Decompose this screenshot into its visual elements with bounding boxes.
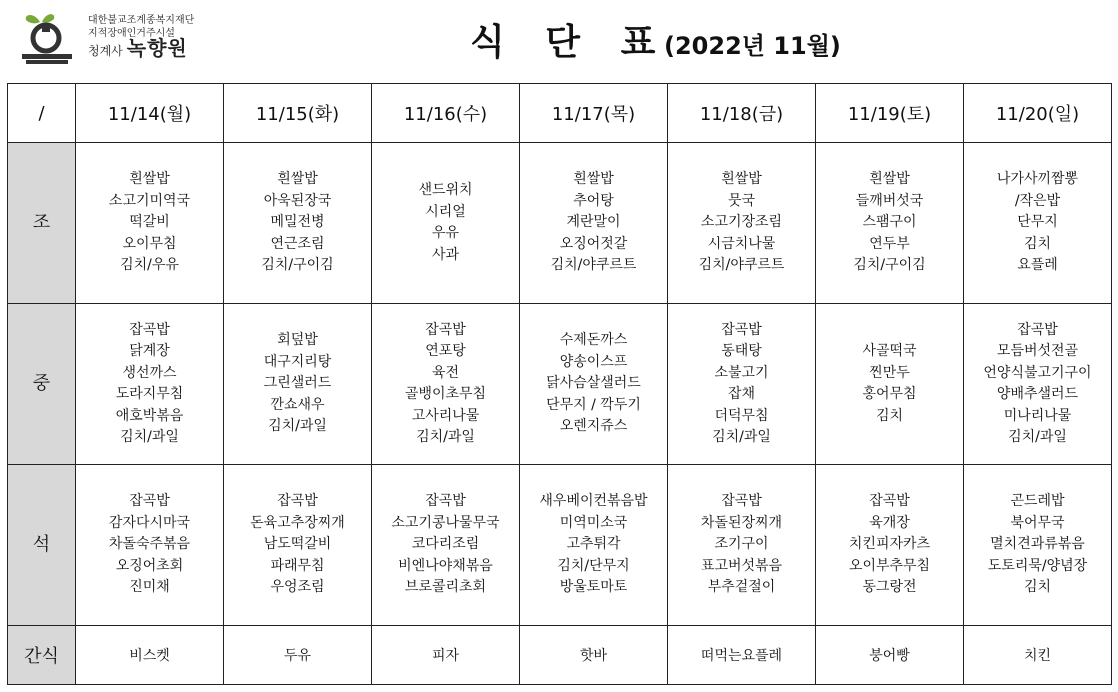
menu-cell	[520, 143, 668, 304]
menu-item: 골뱅이초무침	[404, 386, 487, 402]
menu-item: 김치	[875, 407, 904, 424]
menu-item: 잡곡밥	[721, 321, 762, 338]
menu-cell	[520, 304, 668, 465]
menu-item: 감자다시마국	[108, 514, 191, 531]
menu-item: 남도떡갈비	[263, 536, 332, 553]
menu-item: 흰쌀밥	[573, 171, 614, 188]
menu-item: 닭사슴살샐러드	[546, 375, 641, 392]
menu-item: 연포탕	[425, 343, 466, 359]
org-brand: 녹향원	[126, 36, 188, 60]
menu-item: 진미채	[129, 579, 170, 596]
menu-item: 우유	[431, 225, 460, 241]
menu-item: 잡곡밥	[1017, 321, 1058, 338]
menu-item: 시금치나물	[707, 235, 776, 252]
menu-cell	[76, 304, 224, 465]
menu-cell	[520, 626, 668, 685]
menu-item: 동그랑전	[862, 579, 917, 596]
menu-item: 소고기장조림	[700, 214, 783, 231]
menu-item: 잡곡밥	[425, 493, 466, 510]
snack-row	[8, 626, 1112, 685]
menu-item: 단무지 / 깍두기	[546, 396, 641, 413]
menu-item: 대구지리탕	[263, 353, 332, 370]
org-line-1: 대한불교조계종복지재단	[88, 15, 195, 26]
organization-name	[88, 14, 194, 58]
logo-icon	[18, 10, 78, 66]
menu-item: 김치/야쿠르트	[698, 257, 785, 274]
menu-item: 김치/야쿠르트	[550, 257, 637, 274]
dinner-row	[8, 465, 1112, 626]
menu-item: 연근조림	[270, 235, 325, 252]
menu-item: 들깨버섯국	[855, 192, 924, 209]
menu-item: 소불고기	[714, 364, 769, 381]
menu-item: 김치	[1023, 579, 1052, 596]
menu-item: 오징어초회	[115, 557, 184, 574]
menu-cell	[224, 143, 372, 304]
menu-item: 김치/과일	[1008, 429, 1067, 445]
menu-item: 더덕무침	[714, 407, 769, 424]
menu-item: 방울토마토	[559, 579, 628, 596]
menu-item: 흰쌀밥	[721, 171, 762, 188]
menu-item: 김치/과일	[268, 418, 327, 435]
menu-item: 계란말이	[566, 214, 621, 231]
menu-cell	[816, 304, 964, 465]
menu-item: 샌드위치	[418, 182, 473, 198]
menu-item: 추어탕	[573, 192, 614, 209]
menu-item: 붕어빵	[869, 648, 910, 664]
menu-cell	[668, 304, 816, 465]
menu-item: 잡곡밥	[129, 321, 170, 338]
menu-item: 모듬버섯전골	[996, 343, 1079, 359]
menu-item: 멸치견과류볶음	[990, 536, 1085, 553]
menu-cell	[964, 143, 1112, 304]
menu-item: 잡곡밥	[129, 493, 170, 510]
menu-item: 김치/과일	[120, 429, 179, 445]
menu-cell	[372, 304, 520, 465]
menu-cell	[76, 143, 224, 304]
meal-label: 중	[8, 304, 76, 465]
menu-item: 우엉조림	[270, 579, 325, 596]
menu-cell	[816, 143, 964, 304]
menu-item: 오징어젓갈	[559, 235, 628, 252]
menu-item: 떠먹는요플레	[700, 648, 783, 664]
menu-item: 깐쇼새우	[270, 396, 325, 413]
menu-item: 김치/과일	[416, 429, 475, 445]
menu-item: 홍어무침	[862, 386, 917, 402]
menu-item: 코다리조림	[411, 536, 480, 553]
menu-item: 곤드레밥	[1010, 493, 1065, 510]
day-header: 11/15(화)	[224, 84, 372, 143]
menu-item: 치킨	[1023, 648, 1052, 664]
menu-item: 김치	[1023, 235, 1052, 252]
menu-item: 미나리나물	[1003, 407, 1072, 424]
org-prefix: 청계사	[88, 44, 123, 58]
corner-cell: /	[8, 84, 76, 143]
menu-item: 닭계장	[129, 343, 170, 359]
day-header: 11/19(토)	[816, 84, 964, 143]
menu-cell	[520, 465, 668, 626]
menu-cell	[668, 465, 816, 626]
menu-cell	[964, 626, 1112, 685]
menu-item: 흰쌀밥	[277, 171, 318, 188]
menu-item: 브로콜리초회	[404, 579, 487, 596]
menu-item: 사과	[431, 246, 460, 263]
menu-item: 소고기미역국	[108, 192, 191, 209]
menu-item: 나가사끼짬뽕	[996, 171, 1079, 188]
menu-item: 스팸구이	[862, 214, 917, 231]
menu-item: 언양식불고기구이	[983, 364, 1092, 381]
page-header	[0, 0, 1118, 80]
menu-item: 그린샐러드	[263, 375, 332, 392]
day-header: 11/14(월)	[76, 84, 224, 143]
menu-item: 육개장	[869, 514, 910, 531]
menu-item: 메밀전병	[270, 214, 325, 231]
menu-cell	[668, 143, 816, 304]
menu-table	[7, 83, 1112, 685]
menu-cell	[76, 465, 224, 626]
meal-label: 간식	[8, 626, 76, 685]
menu-item: 돈육고추장찌개	[250, 514, 345, 531]
menu-item: 양배추샐러드	[996, 386, 1079, 402]
menu-item: 북어무국	[1010, 514, 1065, 531]
menu-item: 고추튀각	[566, 536, 621, 553]
menu-item: 도토리묵/양념장	[987, 557, 1088, 574]
menu-item: 소고기콩나물무국	[391, 514, 500, 531]
menu-item: 떡갈비	[129, 214, 170, 231]
menu-cell	[372, 626, 520, 685]
menu-item: 두유	[283, 648, 312, 664]
menu-item: 잡곡밥	[721, 493, 762, 510]
org-line-2: 지적장애인거주시설	[88, 28, 175, 39]
menu-item: 김치/단무지	[557, 557, 630, 574]
menu-item: 연두부	[869, 235, 910, 252]
menu-item: 미역미소국	[559, 514, 628, 531]
menu-item: 육전	[431, 364, 460, 381]
menu-item: 파래무침	[270, 557, 325, 574]
page-title: 식 단 표	[470, 22, 670, 63]
menu-item: 사골떡국	[862, 343, 917, 359]
menu-item: 오이부추무침	[848, 557, 931, 574]
menu-item: 잡채	[727, 386, 756, 402]
menu-item: 애호박볶음	[115, 407, 184, 424]
menu-item: 찐만두	[869, 364, 910, 381]
menu-item: 치킨피자카츠	[848, 536, 931, 553]
day-header: 11/20(일)	[964, 84, 1112, 143]
menu-item: 새우베이컨볶음밥	[539, 493, 648, 510]
menu-item: 비스켓	[129, 648, 170, 664]
meal-label: 석	[8, 465, 76, 626]
menu-item: 회덮밥	[277, 332, 318, 349]
menu-item: 김치/우유	[120, 257, 179, 274]
menu-cell	[224, 626, 372, 685]
menu-cell	[964, 465, 1112, 626]
menu-item: 잡곡밥	[869, 493, 910, 510]
menu-cell	[372, 465, 520, 626]
menu-cell	[372, 143, 520, 304]
menu-cell	[816, 465, 964, 626]
menu-item: 김치/구이김	[261, 257, 334, 274]
menu-item: 고사리나물	[411, 407, 480, 424]
menu-item: 아욱된장국	[263, 192, 332, 209]
menu-item: 시리얼	[425, 203, 466, 220]
menu-item: 조기구이	[714, 536, 769, 553]
menu-item: 흰쌀밥	[869, 171, 910, 188]
menu-cell	[224, 304, 372, 465]
lunch-row	[8, 304, 1112, 465]
menu-item: 동태탕	[721, 343, 762, 359]
menu-item: 오이무침	[122, 235, 177, 252]
page-subtitle: (2022년 11월)	[664, 32, 841, 60]
menu-item: 잡곡밥	[425, 321, 466, 338]
menu-item: 도라지무침	[115, 386, 184, 402]
menu-item: 김치/구이김	[853, 257, 926, 274]
day-header: 11/18(금)	[668, 84, 816, 143]
breakfast-row	[8, 143, 1112, 304]
menu-item: 생선까스	[122, 364, 177, 381]
menu-item: 비엔나야채볶음	[398, 557, 493, 574]
day-header-row	[8, 84, 1112, 143]
menu-cell	[224, 465, 372, 626]
menu-item: 차돌숙주볶음	[108, 536, 191, 553]
menu-item: 부추겉절이	[707, 579, 776, 596]
menu-cell	[76, 626, 224, 685]
menu-item: 김치/과일	[712, 429, 771, 445]
menu-item: 표고버섯볶음	[700, 557, 783, 574]
menu-item: 핫바	[579, 648, 608, 664]
day-header: 11/17(목)	[520, 84, 668, 143]
menu-item: 피자	[431, 648, 460, 664]
menu-item: 수제돈까스	[559, 332, 628, 349]
meal-label: 조	[8, 143, 76, 304]
menu-item: 오렌지쥬스	[559, 418, 628, 435]
menu-cell	[964, 304, 1112, 465]
day-header: 11/16(수)	[372, 84, 520, 143]
menu-item: 요플레	[1017, 257, 1058, 274]
menu-item: 흰쌀밥	[129, 171, 170, 188]
menu-item: /작은밥	[1014, 192, 1061, 209]
menu-cell	[816, 626, 964, 685]
menu-item: 뭇국	[727, 192, 756, 209]
menu-item: 단무지	[1017, 214, 1058, 231]
menu-item: 차돌된장찌개	[700, 514, 783, 531]
menu-item: 양송이스프	[559, 353, 628, 370]
menu-cell	[668, 626, 816, 685]
menu-item: 잡곡밥	[277, 493, 318, 510]
